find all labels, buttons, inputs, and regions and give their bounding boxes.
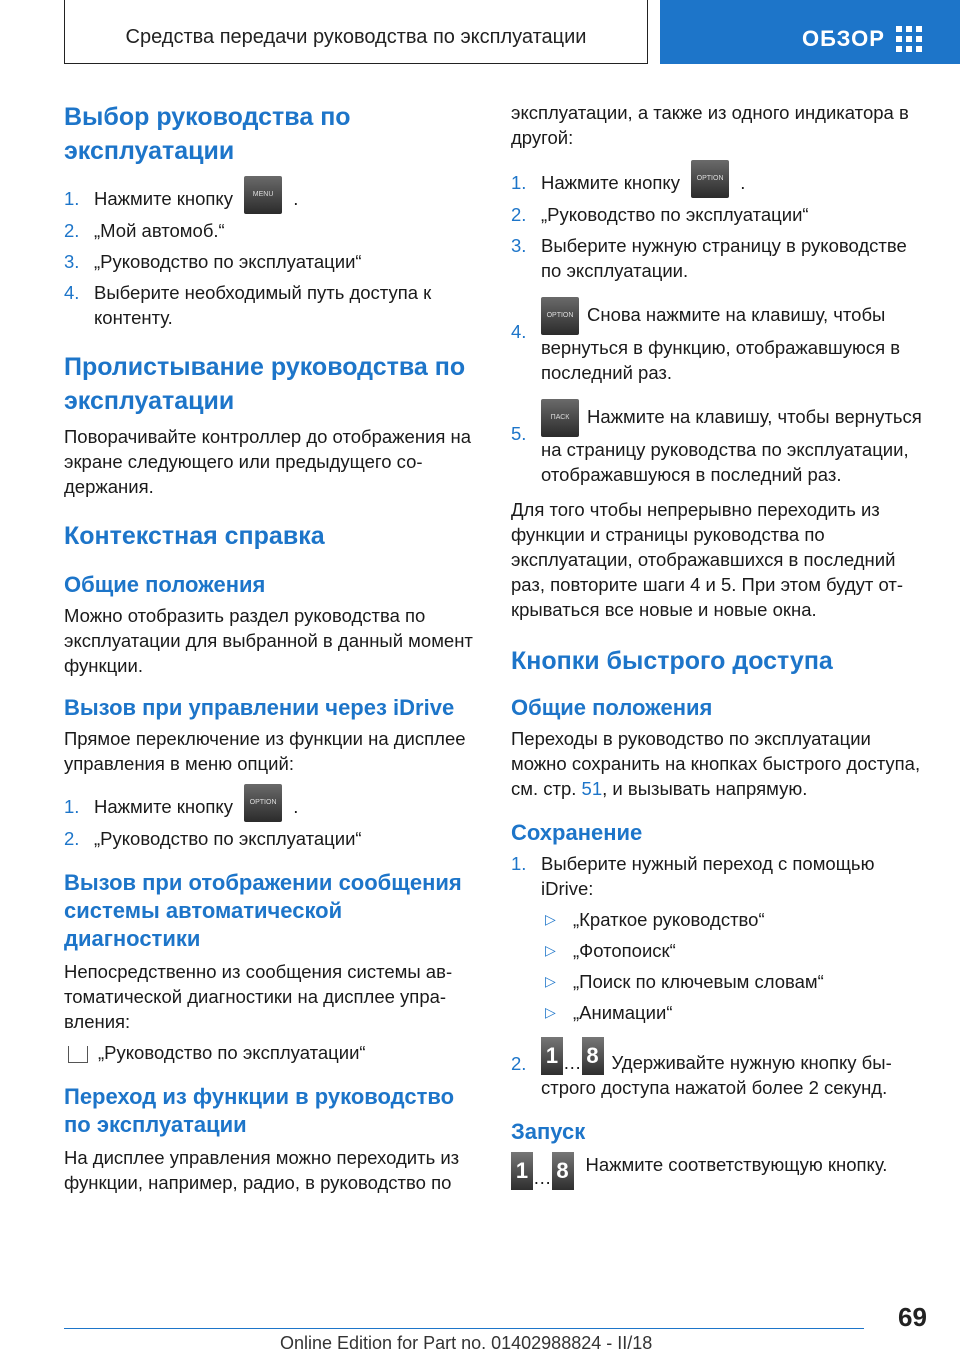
overview-tab-label: ОБЗОР (802, 26, 885, 51)
list-item: 4. OPTION Снова нажмите на клавишу, чтобы вернуться в функцию, отображавшуюся в последний раз. (511, 297, 931, 385)
list-item: 2. 1 … 8 Удерживайте нужную кнопку быстрого доступа нажатой более 2 секунд. (511, 1037, 931, 1100)
page-number: 69 (898, 1302, 927, 1332)
grid-icon (896, 26, 922, 52)
footer-divider (64, 1328, 864, 1329)
footer-edition: Online Edition for Part no. 01402988824 - II/18 (280, 1333, 653, 1353)
paragraph: Поворачивайте контроллер до отображения на экране следующего или предыдущего содержания. (64, 426, 472, 498)
list-item: 1. Нажмите кнопку OPTION . (511, 170, 931, 198)
subsection-title: Общие положения (64, 572, 266, 598)
header-title: Средства передачи руководства по эксплуатации (125, 26, 587, 48)
bullet-item: ▷ „Краткое руководство“ (545, 909, 765, 931)
subsection-title: Запуск (511, 1119, 586, 1145)
section-title-shortcuts: Кнопки быстрого доступа (511, 647, 833, 676)
back-button-icon: ПАСК (541, 399, 579, 437)
list-item: 2. „Мой автомоб.“ (64, 220, 225, 242)
overview-tab[interactable] (660, 0, 960, 64)
right-column (511, 100, 931, 1190)
paragraph: эксплуатации, а также из одного индикатора в другой: (511, 102, 909, 148)
option-button-icon: OPTION (691, 160, 729, 198)
section-title-context-help: Контекстная справка (64, 522, 325, 551)
paragraph: Непосредственно из сообщения системы автоматической диагностики на дисплее управления: (64, 961, 453, 1033)
bullet-item: ▷ „Анимации“ (545, 1002, 673, 1024)
triangle-bullet-icon: ▷ (545, 973, 556, 990)
list-item: 2. „Руководство по эксплуатации“ (64, 828, 362, 850)
option-button-icon: OPTION (244, 784, 282, 822)
menu-button-icon: MENU (244, 176, 282, 214)
triangle-bullet-icon: ▷ (545, 911, 556, 928)
subsection-title: Сохранение (511, 820, 643, 846)
shortcut-key-1-icon: 1 (511, 1152, 533, 1190)
section-title-select-manual: Выбор руководства по эксплуатации (64, 103, 351, 165)
list-item: 1. Нажмите кнопку OPTION . (64, 794, 484, 822)
shortcut-key-8-icon: 8 (582, 1037, 604, 1075)
launch-row: 1 … 8 Нажмите соответствующую кнопку. (511, 1152, 931, 1190)
option-button-icon: OPTION (541, 297, 579, 335)
paragraph: Можно отобразить раздел руководства по эксплуатации для выбранной в данный момент функции. (64, 605, 473, 677)
book-icon (68, 1046, 88, 1063)
triangle-bullet-icon: ▷ (545, 942, 556, 959)
paragraph: Прямое переключение из функции на дисплее управления в меню опций: (64, 728, 466, 775)
book-line: „Руководство по эксплуатации“ (64, 1040, 484, 1065)
bullet-item: ▷ „Поиск по ключевым словам“ (545, 971, 824, 993)
triangle-bullet-icon: ▷ (545, 1004, 556, 1021)
paragraph: Переходы в руководство по эксплуатации можно сохранить на кнопках быстрого доступа, см. стр. 51, и вызывать напрямую. (511, 728, 921, 800)
section-title-scroll: Пролистывание руководства по эксплуатации (64, 353, 466, 416)
list-item: 1. Выберите нужный переход с помощью iDrive: (511, 853, 875, 900)
subsection-title: Вызов при управлении через iDrive (64, 695, 455, 721)
shortcut-key-8-icon: 8 (552, 1152, 574, 1190)
bullet-item: ▷ „Фотопоиск“ (545, 940, 676, 962)
list-item: 3. „Руководство по эксплуатации“ (64, 251, 362, 273)
shortcut-key-1-icon: 1 (541, 1037, 563, 1075)
list-item: 2. „Руководство по эксплуатации“ (511, 204, 809, 226)
paragraph: На дисплее управления можно переходить из функции, например, радио, в руководство по (64, 1147, 460, 1194)
paragraph: Для того чтобы непрерывно переходить из функции и страницы руководства по эксплуатации, отображавшихся в последний раз, повторите шаги 4 и 5. При этом будут открываться все новые и новые окна. (511, 499, 904, 621)
list-item: 1. Нажмите кнопку MENU . (64, 186, 484, 214)
page-link[interactable]: 51 (581, 778, 603, 800)
list-item: 5. ПАСК Нажмите на клавишу, чтобы вернуться на страницу руководства по эксплуатации, отображавшуюся в последний раз. (511, 399, 931, 487)
list-item: 4. Выберите необходимый путь доступа к контенту. (64, 282, 432, 329)
left-column (64, 100, 484, 1195)
subsection-title: Переход из функции в руководство по эксплуатации (64, 1084, 455, 1138)
subsection-title: Вызов при отображении сообщения системы автоматической диагностики (64, 870, 462, 952)
list-item: 3. Выберите нужную страницу в руководстве по эксплуатации. (511, 235, 907, 282)
subsection-title: Общие положения (511, 695, 713, 721)
